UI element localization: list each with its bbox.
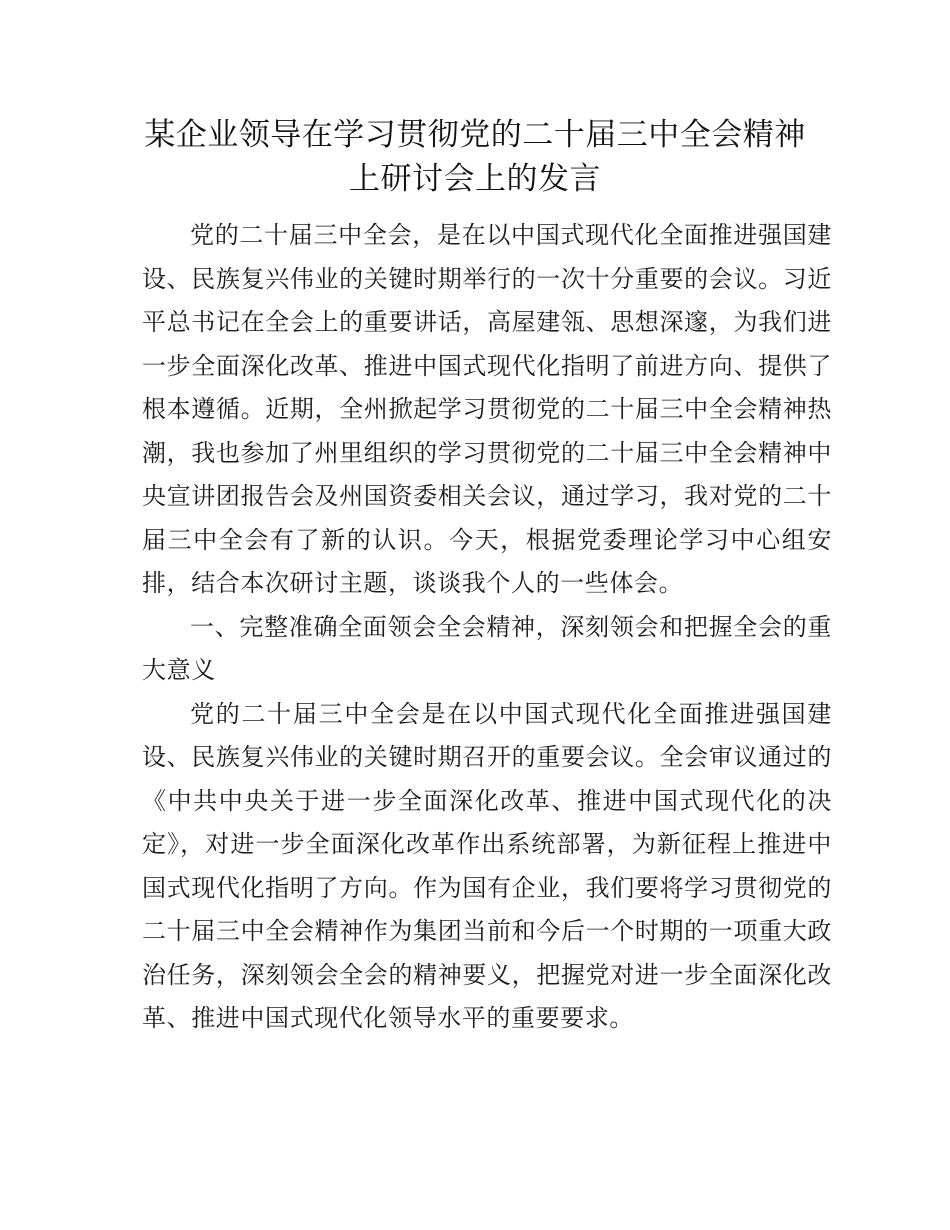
document-title: 某企业领导在学习贯彻党的二十届三中全会精神上研讨会上的发言 [144,117,806,197]
section-heading: 一、完整准确全面领会全会精神，深刻领会和把握全会的重大意义 [142,612,832,684]
paragraph-intro: 党的二十届三中全会，是在以中国式现代化全面推进强国建设、民族复兴伟业的关键时期举行的一次十分重要的会议。习近平总书记在全会上的重要讲话，高屋建瓴、思想深邃，为我们进一步全面深化改革、推进中国式现代化指明了前进方向、提供了根本遵循。近期，全州掀起学习贯彻党的二十届三中全会精神热潮，我也参加了州里组织的学习贯彻党的二十届三中全会精神中央宣讲团报告会及州国资委相关会议，通过学习，我对党的二十届三中全会有了新的认识。今天，根据党委理论学习中心组安排，结合本次研讨主题，谈谈我个人的一些体会。 [142,221,832,597]
document-body [142,214,832,1041]
paragraph-section-1: 党的二十届三中全会是在以中国式现代化全面推进强国建设、民族复兴伟业的关键时期召开的重要会议。全会审议通过的《中共中央关于进一步全面深化改革、推进中国式现代化的决定》，对进一步全面深化改革作出系统部署，为新征程上推进中国式现代化指明了方向。作为国有企业，我们要将学习贯彻党的二十届三中全会精神作为集团当前和今后一个时期的一项重大政治任务，深刻领会全会的精神要义，把握党对进一步全面深化改革、推进中国式现代化领导水平的重要要求。 [142,699,832,1032]
